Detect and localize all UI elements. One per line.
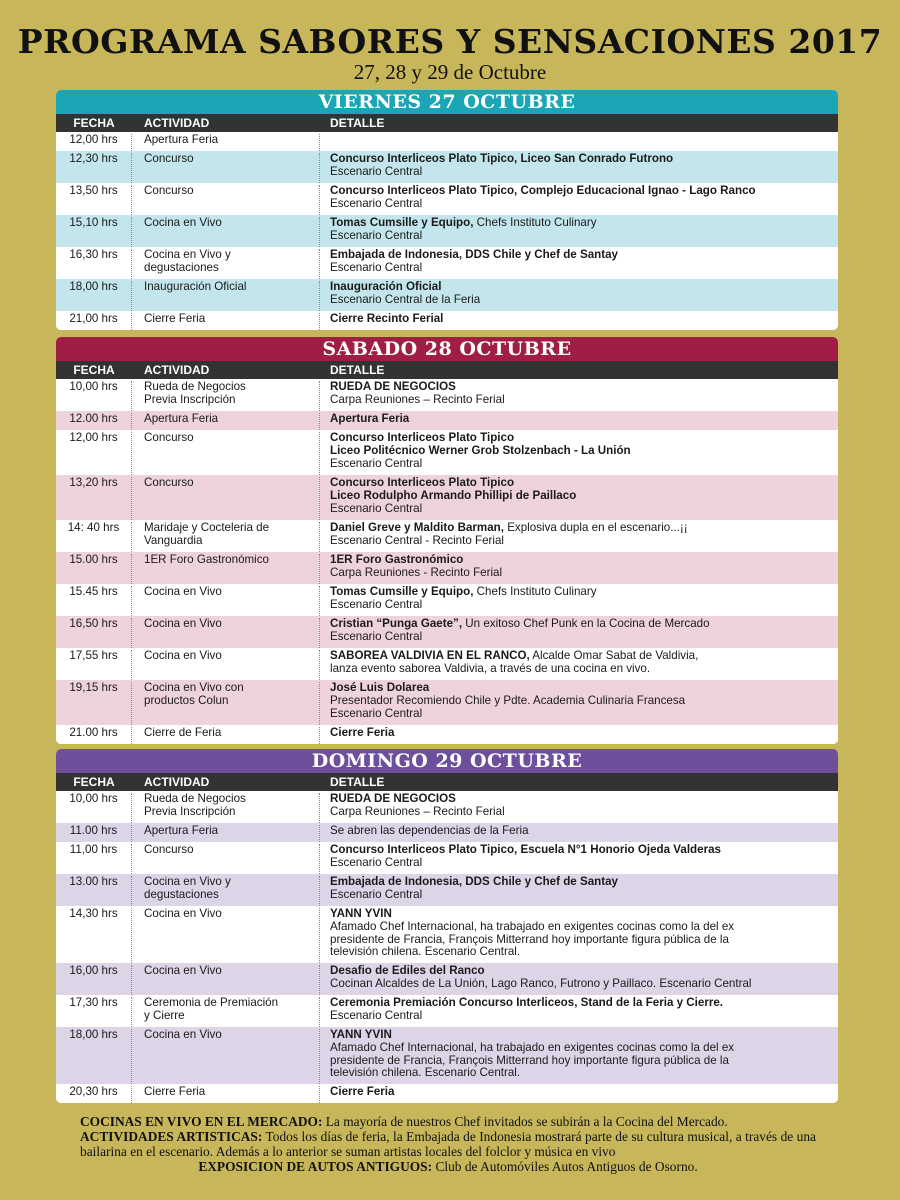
row-time: 15.00 hrs [56, 554, 132, 584]
row-activity: Cocina en Vivo y degustaciones [132, 876, 320, 906]
detail-line: Escenario Central [330, 196, 423, 210]
row-detail [320, 281, 838, 311]
table-row [56, 132, 838, 151]
row-time: 14,30 hrs [56, 908, 132, 963]
row-time: 21.00 hrs [56, 727, 132, 744]
page-title: PROGRAMA SABORES Y SENSACIONES 2017 [17, 22, 883, 61]
row-activity: Cocina en Vivo [132, 217, 320, 247]
detail-bold: Inauguración Oficial [330, 280, 442, 293]
table-row [56, 995, 838, 1027]
row-time: 18,00 hrs [56, 1029, 132, 1084]
detail-line: Carpa Reuniones - Recinto Ferial [330, 565, 503, 579]
detail-line: Escenario Central - Recinto Ferial [330, 533, 504, 547]
row-detail [320, 650, 838, 680]
detail-bold-line: Liceo Rodulpho Armando Phillipi de Paillaco [330, 488, 577, 502]
day-title: SABADO 28 OCTUBRE [56, 337, 838, 361]
row-time: 12.00 hrs [56, 413, 132, 430]
row-time: 12,30 hrs [56, 153, 132, 183]
detail-line: Escenario Central [330, 456, 423, 470]
page-subtitle: 27, 28 y 29 de Octubre [353, 60, 547, 84]
row-time: 17,30 hrs [56, 997, 132, 1027]
row-time: 16,30 hrs [56, 249, 132, 279]
schedule-viernes [56, 90, 838, 330]
detail-line: lanza evento saborea Valdivia, a través de una cocina en vivo. [330, 661, 651, 675]
day-title: VIERNES 27 OCTUBRE [56, 90, 838, 114]
footer-key-cocinas: COCINAS EN VIVO EN EL MERCADO: [80, 1114, 323, 1129]
column-detalle: DETALLE [330, 775, 385, 789]
row-time: 20,30 hrs [56, 1086, 132, 1103]
row-detail [320, 844, 838, 874]
column-fecha: FECHA [73, 775, 115, 789]
detail-line: Escenario Central [330, 706, 423, 720]
row-activity: Cierre de Feria [132, 727, 320, 744]
table-row [56, 1027, 838, 1084]
table-row [56, 151, 838, 183]
detail-bold: Cierre Feria [330, 1085, 395, 1098]
detail-line: Cocinan Alcaldes de La Unión, Lago Ranco, Futrono y Paillaco. Escenario Central [330, 976, 752, 990]
row-activity: Cocina en Vivo [132, 586, 320, 616]
row-activity: Apertura Feria [132, 825, 320, 842]
table-row [56, 874, 838, 906]
detail-line: Presentador Recomiendo Chile y Pdte. Academia Culinaria Francesa [330, 693, 686, 707]
row-time: 16,50 hrs [56, 618, 132, 648]
row-time: 16,00 hrs [56, 965, 132, 995]
row-detail [320, 554, 838, 584]
row-activity: Cierre Feria [132, 1086, 320, 1103]
row-detail [320, 477, 838, 520]
detail-line: Escenario Central [330, 597, 423, 611]
row-detail [320, 965, 838, 995]
detail-line: Escenario Central [330, 260, 423, 274]
column-fecha: FECHA [73, 116, 115, 130]
detail-line: televisión chilena. Escenario Central. [330, 945, 521, 959]
row-time: 11,00 hrs [56, 844, 132, 874]
footer-key-artisticas: ACTIVIDADES ARTISTICAS: [80, 1129, 263, 1144]
column-header-row [56, 773, 838, 791]
detail-bold: SABOREA VALDIVIA EN EL RANCO, [330, 649, 530, 662]
table-row [56, 648, 838, 680]
detail-line: Escenario Central [330, 228, 423, 242]
column-fecha: FECHA [73, 363, 115, 377]
detail-bold: Cristian “Punga Gaete”, [330, 617, 463, 630]
row-activity: Cocina en Vivo [132, 1029, 320, 1084]
row-time: 19,15 hrs [56, 682, 132, 725]
row-activity: Concurso [132, 477, 320, 520]
detail-line: Carpa Reuniones – Recinto Ferial [330, 804, 505, 818]
row-detail [320, 727, 838, 744]
detail-bold: Apertura Feria [330, 412, 410, 425]
column-detalle: DETALLE [330, 363, 385, 377]
row-time: 13,20 hrs [56, 477, 132, 520]
row-activity: Cocina en Vivo y degustaciones [132, 249, 320, 279]
row-time: 17,55 hrs [56, 650, 132, 680]
detail-bold: Cierre Recinto Ferial [330, 312, 444, 325]
detail-line: Escenario Central de la Feria [330, 292, 481, 306]
detail-bold: Daniel Greve y Maldito Barman, [330, 521, 504, 534]
row-detail [320, 908, 838, 963]
detail-bold: 1ER Foro Gastronómico [330, 553, 464, 566]
detail-bold: RUEDA DE NEGOCIOS [330, 792, 456, 805]
table-row [56, 1084, 838, 1103]
detail-bold: Embajada de Indonesia, DDS Chile y Chef de Santay [330, 875, 618, 888]
table-row [56, 584, 838, 616]
column-header-row [56, 114, 838, 132]
day-title: DOMINGO 29 OCTUBRE [56, 749, 838, 773]
row-activity: Apertura Feria [132, 413, 320, 430]
row-time: 10,00 hrs [56, 381, 132, 411]
detail-bold: Concurso Interliceos Plato Tipico, Liceo San Conrado Futrono [330, 152, 674, 165]
detail-bold: Concurso Interliceos Plato Tipico, Escuela N°1 Honorio Ojeda Valderas [330, 843, 721, 856]
row-activity: Concurso [132, 844, 320, 874]
detail-line: Carpa Reuniones – Recinto Ferial [330, 392, 505, 406]
table-row [56, 842, 838, 874]
detail-bold: RUEDA DE NEGOCIOS [330, 380, 456, 393]
table-row [56, 680, 838, 725]
detail-bold: Ceremonia Premiación Concurso Interliceos, Stand de la Feria y Cierre. [330, 996, 724, 1009]
row-activity: Apertura Feria [132, 134, 320, 151]
row-detail [320, 313, 838, 330]
detail-bold: Embajada de Indonesia, DDS Chile y Chef de Santay [330, 248, 618, 261]
row-detail [320, 876, 838, 906]
table-row [56, 215, 838, 247]
detail-line: Escenario Central [330, 629, 423, 643]
table-row [56, 183, 838, 215]
row-activity: Cocina en Vivo [132, 618, 320, 648]
detail-line: Escenario Central [330, 501, 423, 515]
row-detail [320, 217, 838, 247]
detail-bold: Concurso Interliceos Plato Tipico, Complejo Educacional Ignao - Lago Ranco [330, 184, 756, 197]
table-row [56, 411, 838, 430]
detail-bold: Desafio de Ediles del Ranco [330, 964, 485, 977]
row-activity: Cocina en Vivo con productos Colun [132, 682, 320, 725]
row-detail [320, 825, 838, 842]
footer-text-artisticas: Todos los días de feria, la Embajada de Indonesia mostrará parte de su cultura musical, a través de una bailarina en el escenario. Además a lo anterior se suman artistas locales del folclor y música en vivo [80, 1129, 817, 1159]
detail-bold: YANN YVIN [330, 907, 392, 920]
row-activity: Ceremonia de Premiación y Cierre [132, 997, 320, 1027]
table-row [56, 725, 838, 744]
detail-line: Afamado Chef Internacional, ha trabajado en exigentes cocinas como la del ex [330, 1040, 735, 1054]
detail-bold: Concurso Interliceos Plato Tipico [330, 431, 515, 444]
row-detail [320, 997, 838, 1027]
detail-line: Escenario Central [330, 164, 423, 178]
detail-line: Afamado Chef Internacional, ha trabajado en exigentes cocinas como la del ex [330, 919, 735, 933]
schedule-domingo [56, 749, 838, 1103]
detail-rest: Un exitoso Chef Punk en la Cocina de Mercado [462, 617, 710, 630]
table-row [56, 823, 838, 842]
detail-line: Escenario Central [330, 1008, 423, 1022]
row-activity: Concurso [132, 153, 320, 183]
table-row [56, 520, 838, 552]
row-time: 18,00 hrs [56, 281, 132, 311]
detail-rest: Chefs Instituto Culinary [473, 585, 597, 598]
table-row [56, 963, 838, 995]
row-time: 14: 40 hrs [56, 522, 132, 552]
row-activity: Rueda de Negocios Previa Inscripción [132, 381, 320, 411]
row-detail [320, 1029, 838, 1084]
row-detail [320, 134, 838, 151]
detail-line: presidente de Francia, François Mitterrand hoy importante figura pública de la [330, 1053, 729, 1067]
detail-line: Escenario Central [330, 887, 423, 901]
row-detail [320, 249, 838, 279]
row-activity: Cocina en Vivo [132, 908, 320, 963]
detail-bold: YANN YVIN [330, 1028, 392, 1041]
row-time: 15.45 hrs [56, 586, 132, 616]
row-activity: Maridaje y Cocteleria de Vanguardia [132, 522, 320, 552]
row-time: 10,00 hrs [56, 793, 132, 823]
row-time: 13.00 hrs [56, 876, 132, 906]
detail-rest: Explosiva dupla en el escenario...¡¡ [503, 521, 688, 534]
row-time: 11.00 hrs [56, 825, 132, 842]
column-actividad: ACTIVIDAD [144, 775, 210, 789]
table-row [56, 906, 838, 963]
footer-text-cocinas: La mayoría de nuestros Chef invitados se subirán a la Cocina del Mercado. [322, 1114, 728, 1129]
table-row [56, 311, 838, 330]
table-row [56, 430, 838, 475]
detail-bold: Tomas Cumsille y Equipo, [330, 585, 474, 598]
row-detail [320, 413, 838, 430]
schedule-sabado [56, 337, 838, 744]
column-actividad: ACTIVIDAD [144, 116, 210, 130]
table-row [56, 616, 838, 648]
detail-bold: Tomas Cumsille y Equipo, [330, 216, 474, 229]
detail-bold-line: Liceo Politécnico Werner Grob Stolzenbach - La Unión [330, 443, 631, 457]
row-detail [320, 432, 838, 475]
row-time: 12,00 hrs [56, 134, 132, 151]
row-time: 13,50 hrs [56, 185, 132, 215]
detail-rest: Se abren las dependencias de la Feria [330, 824, 529, 837]
detail-bold: José Luis Dolarea [330, 681, 430, 694]
row-time: 21,00 hrs [56, 313, 132, 330]
row-activity: 1ER Foro Gastronómico [132, 554, 320, 584]
detail-rest: Alcalde Omar Sabat de Valdivia, [529, 649, 699, 662]
row-detail [320, 1086, 838, 1103]
row-activity: Cierre Feria [132, 313, 320, 330]
footer-notes [80, 1114, 816, 1174]
row-activity: Cocina en Vivo [132, 965, 320, 995]
table-row [56, 475, 838, 520]
table-row [56, 279, 838, 311]
detail-line: presidente de Francia, François Mitterrand hoy importante figura pública de la [330, 932, 729, 946]
row-activity: Cocina en Vivo [132, 650, 320, 680]
row-detail [320, 618, 838, 648]
row-activity: Inauguración Oficial [132, 281, 320, 311]
row-detail [320, 153, 838, 183]
column-detalle: DETALLE [330, 116, 385, 130]
row-activity: Rueda de Negocios Previa Inscripción [132, 793, 320, 823]
row-detail [320, 586, 838, 616]
table-row [56, 379, 838, 411]
row-detail [320, 793, 838, 823]
column-actividad: ACTIVIDAD [144, 363, 210, 377]
table-row [56, 552, 838, 584]
row-activity: Concurso [132, 432, 320, 475]
row-detail [320, 682, 838, 725]
table-row [56, 791, 838, 823]
detail-bold: Cierre Feria [330, 726, 395, 739]
footer-text-autos: Club de Automóviles Autos Antiguos de Osorno. [432, 1159, 698, 1174]
footer-key-autos: EXPOSICION DE AUTOS ANTIGUOS: [198, 1159, 433, 1174]
detail-bold: Concurso Interliceos Plato Tipico [330, 476, 515, 489]
detail-line: Escenario Central [330, 855, 423, 869]
row-time: 12,00 hrs [56, 432, 132, 475]
detail-line: televisión chilena. Escenario Central. [330, 1066, 521, 1080]
column-header-row [56, 361, 838, 379]
row-activity: Concurso [132, 185, 320, 215]
row-detail [320, 522, 838, 552]
row-detail [320, 381, 838, 411]
row-detail [320, 185, 838, 215]
detail-rest: Chefs Instituto Culinary [473, 216, 597, 229]
table-row [56, 247, 838, 279]
row-time: 15,10 hrs [56, 217, 132, 247]
